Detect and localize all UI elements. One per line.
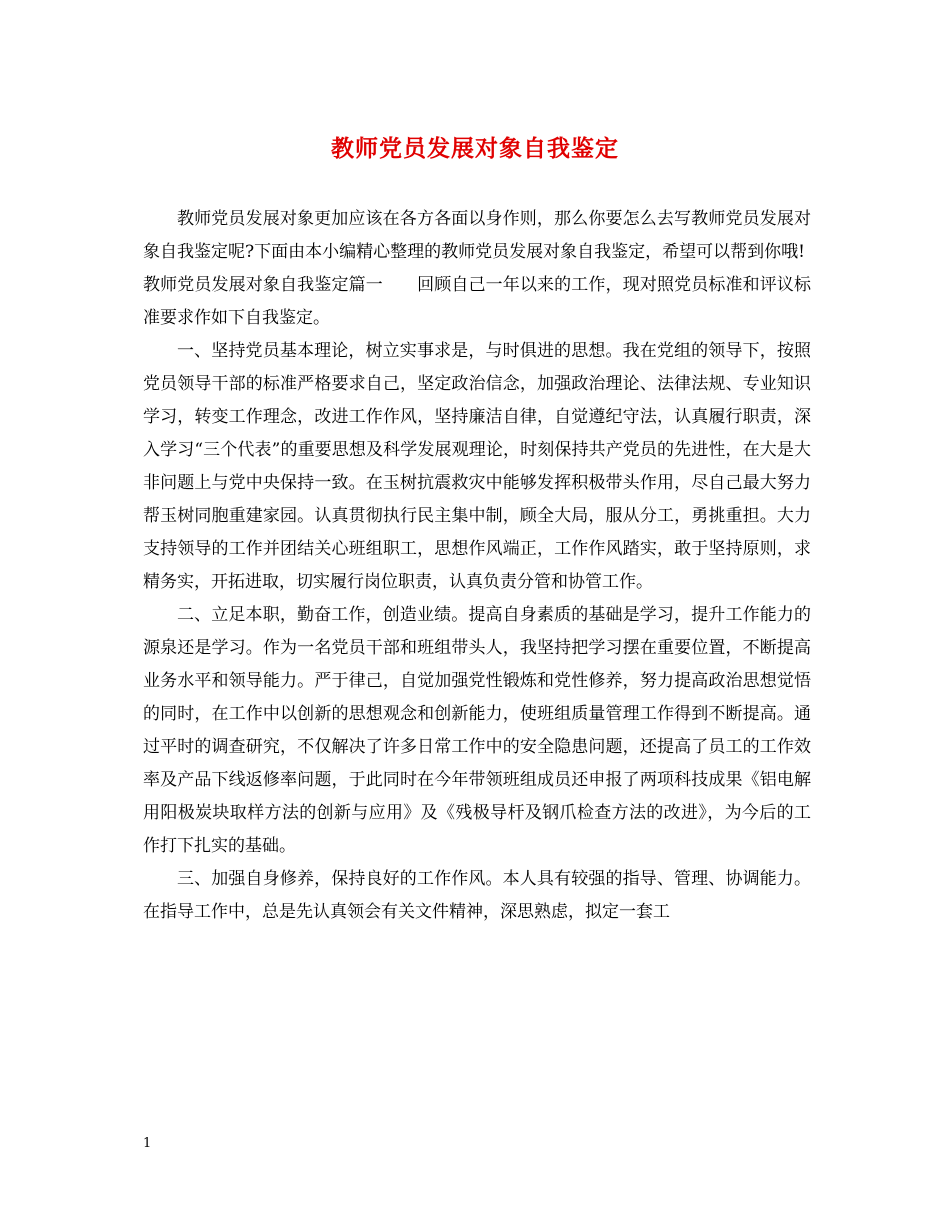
paragraph-point-one: 一、坚持党员基本理论，树立实事求是，与时俱进的思想。我在党组的领导下，按照党员领导干部的标准严格要求自己，坚定政治信念，加强政治理论、法律法规、专业知识学习，转变工作理念，改进工作作风，坚持廉洁自律，自觉遵纪守法，认真履行职责，深入学习“三个代表”的重要思想及科学发展观理论，时刻保持共产党员的先进性，在大是大非问题上与党中央保持一致。在玉树抗震救灾中能够发挥积极带头作用，尽自己最大努力帮玉树同胞重建家园。认真贯彻执行民主集中制，顾全大局，服从分工，勇挑重担。大力支持领导的工作并团结关心班组职工，思想作风端正，工作作风踏实，敢于坚持原则，求精务实，开拓进取，切实履行岗位职责，认真负责分管和协管工作。 — [143, 341, 811, 592]
document-title: 教师党员发展对象自我鉴定 — [331, 135, 619, 162]
section-heading-paragraph: 教师党员发展对象自我鉴定篇一 回顾自己一年以来的工作，现对照党员标准和评议标准要求作如下自我鉴定。 — [143, 275, 811, 328]
page-number: 1 — [143, 1136, 152, 1151]
paragraph-point-three: 三、加强自身修养，保持良好的工作作风。本人具有较强的指导、管理、协调能力。在指导工作中，总是先认真领会有关文件精神，深思熟虑，拟定一套工 — [143, 869, 811, 922]
document-body — [143, 203, 811, 929]
paragraph-point-two: 二、立足本职，勤奋工作，创造业绩。提高自身素质的基础是学习，提升工作能力的源泉还是学习。作为一名党员干部和班组带头人，我坚持把学习摆在重要位置，不断提高业务水平和领导能力。严于律己，自觉加强党性锻炼和党性修养，努力提高政治思想觉悟的同时，在工作中以创新的思想观念和创新能力，使班组质量管理工作得到不断提高。通过平时的调查研究，不仅解决了许多日常工作中的安全隐患问题，还提高了员工的工作效率及产品下线返修率问题，于此同时在今年带领班组成员还申报了两项科技成果《铝电解用阳极炭块取样方法的创新与应用》及《残极导杆及钢爪检查方法的改进》，为今后的工作打下扎实的基础。 — [143, 605, 811, 856]
intro-paragraph: 教师党员发展对象更加应该在各方各面以身作则，那么你要怎么去写教师党员发展对象自我鉴定呢?下面由本小编精心整理的教师党员发展对象自我鉴定，希望可以帮到你哦! — [143, 209, 811, 262]
